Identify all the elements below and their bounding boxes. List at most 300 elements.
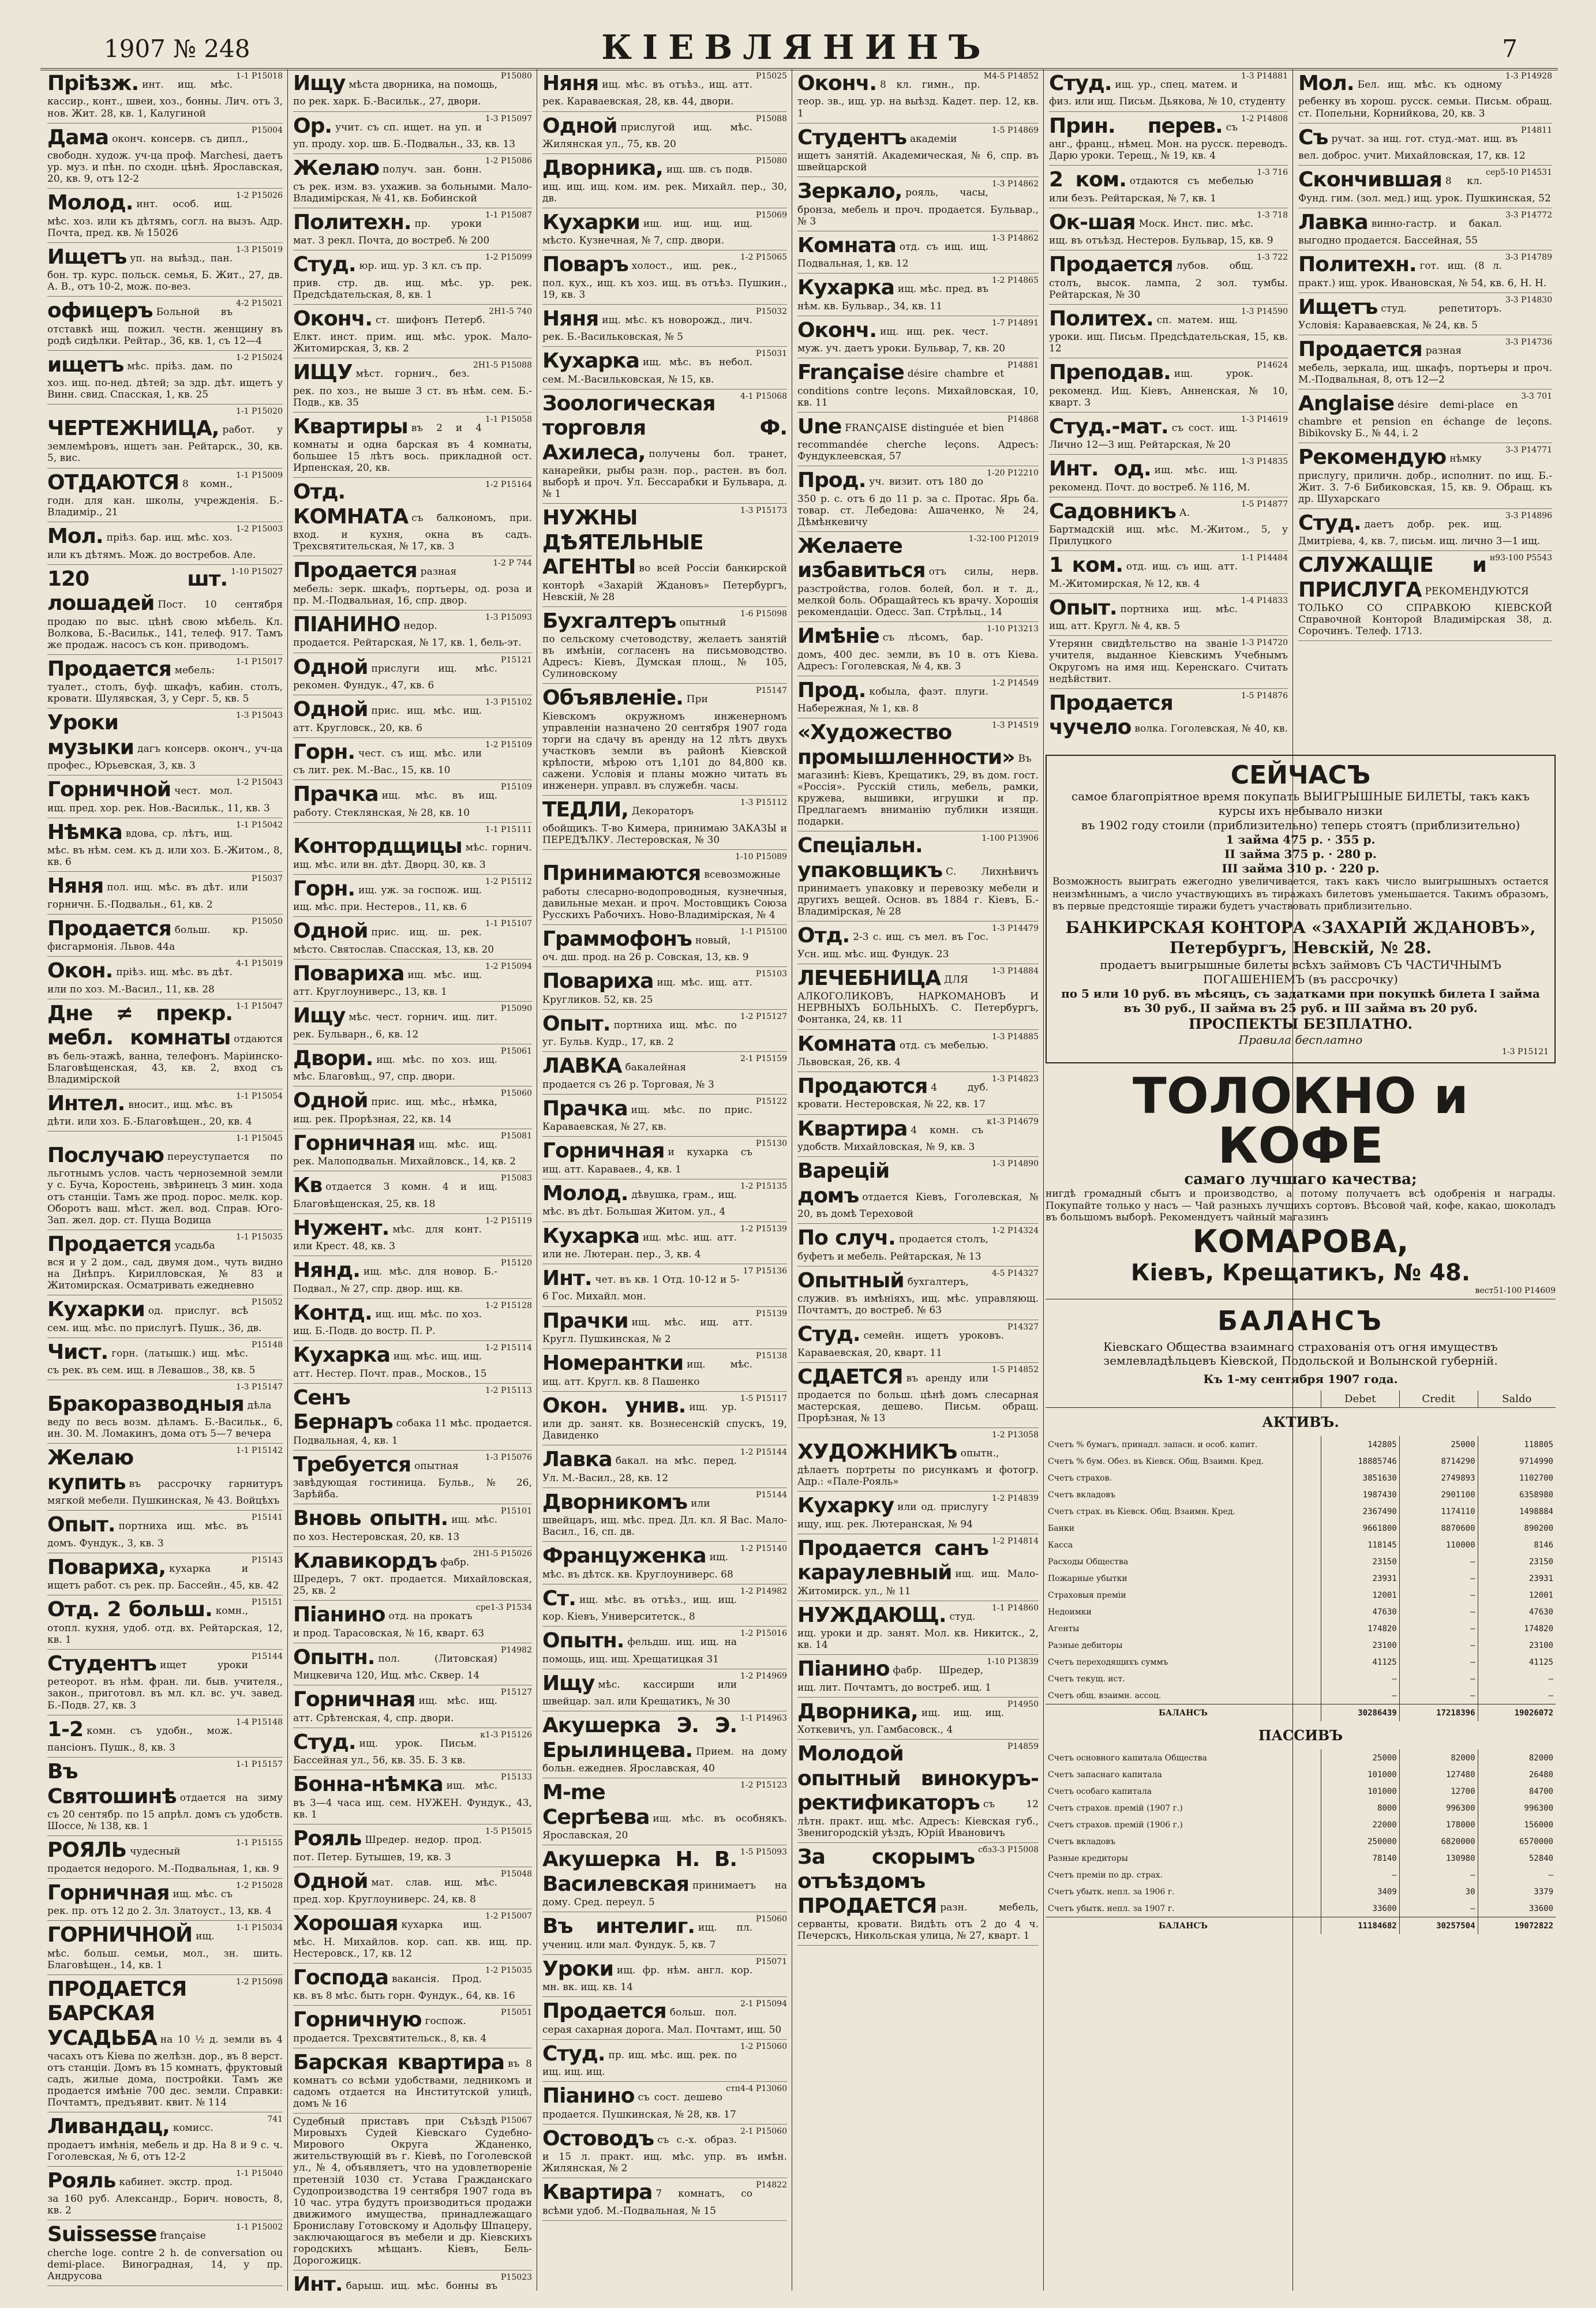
ad-reference: 1-1 Р15017 (236, 657, 283, 666)
ad-reference: 1-2 Р15164 (485, 480, 532, 490)
balance-cell: 174820 (1321, 1620, 1399, 1637)
ad-text: получены бол. транет, канарейки, рыбы разн. пор., растен. въ бол. выборѣ и проч. Ул. Бессарабки и Бульвара, д. № 1 (542, 448, 787, 500)
classified-ad (47, 915, 283, 957)
ad-reference: 1-3 Р15102 (485, 698, 532, 707)
classified-ad (293, 780, 532, 823)
ad-text: РЕКОМЕНДУЮТСЯ ТОЛЬКО СО СПРАВКОЮ КІЕВСКОЙ Справочной Конторой Владимірская 38, д. Сорочинъ. Телеф. 1713. (1298, 585, 1552, 638)
balance-cell: — (1399, 1637, 1478, 1654)
ad-text: отдаются съ мебелью или безъ. Рейтарская, № 7, кв. 1 (1049, 175, 1254, 204)
balance-cell: 78140 (1321, 1850, 1399, 1867)
ad-headword: Квартира (542, 2180, 653, 2205)
classified-ad (1298, 69, 1552, 123)
balance-cell: 52840 (1478, 1850, 1556, 1867)
ad-headword: Студ.-мат. (1049, 414, 1168, 439)
ad-text: Пост. 10 сентября продаю по выс. цѣнѣ свою мѣбель. Кл. Волкова, Б.-Васильк., 141, телеф. 917. Тамъ же продаж. насосъ съ кон. приводомъ. (47, 599, 283, 651)
seichas-firm: БАНКИРСКАЯ КОНТОРА «ЗАХАРІЙ ЖДАНОВЪ», Петербургъ, Невскій, № 28. (1065, 918, 1536, 958)
ad-headword: Кухарка (542, 1224, 639, 1248)
ad-headword: Дворника, (797, 1699, 918, 1723)
ad-headword: Піанино (797, 1657, 890, 1681)
classified-ad (797, 466, 1039, 532)
classified-ad (797, 1157, 1039, 1224)
classified-ad (542, 2040, 787, 2082)
classified-ad (293, 653, 532, 696)
classified-ad (47, 1553, 283, 1596)
ad-reference: 1-3 Р15076 (485, 1452, 532, 1462)
ad-text: больш. кр. фисгармонія. Львов. 44а (47, 924, 249, 953)
ad-headword: Горн. (293, 740, 355, 764)
balance-row-label: Счетъ основного капитала Общества (1048, 1753, 1207, 1763)
ad-reference: 741 (267, 2115, 283, 2125)
ad-reference: 1-3 Р15147 (236, 1382, 283, 1392)
ad-text: вакансія. Прод. кв. въ 8 мѣс. быть горн. Фундук., 64, кв. 16 (293, 1973, 515, 2002)
ad-text: од. прислуг. всѣ сем. ищ. мѣс. по прислугѣ. Пушк., 36, дв. (47, 1305, 262, 1334)
classified-ad (797, 622, 1039, 676)
ad-text: Бел. ищ. мѣс. къ одному ребенку въ хорош. русск. семьи. Письм. обращ. ст. Попельни, Корнийкова, 20, кв. 3 (1298, 79, 1552, 119)
ad-text: академіи ищетъ занятій. Академическая, № 6, спр. въ швейцарской (797, 133, 1039, 174)
ad-headword: Уроки музыки (47, 711, 134, 759)
classified-ad (47, 522, 283, 565)
ad-reference: Р14327 (1007, 1322, 1039, 1332)
ad-reference: Р15052 (252, 1298, 283, 1307)
ad-text: переуступается по льготнымъ услов. часть черноземной земли у с. Буча, Коростень, звѣринецъ 3 мин. хода отъ станціи. Тамъ же прод. порос. мелк. кор. Оборотъ ваш. мѣст. жел. вод. Справ. Юго-Зап. жел. дор. ст. Пуща Водица (47, 1151, 283, 1226)
ad-text: ищ. мѣс. къ новорожд., лич. рек. Б.-Васильковская, № 5 (542, 314, 753, 343)
passiv-heading: ПАССИВЪ (1258, 1727, 1343, 1744)
ad-reference: сбз3-3 Р15008 (978, 1845, 1039, 1854)
balance-total-cell: 19072822 (1478, 1917, 1556, 1935)
classified-ad (293, 154, 532, 208)
classified-ad (1049, 455, 1288, 497)
ad-headword: Продается (1298, 338, 1422, 362)
ad-reference: 3-3 Р14789 (1505, 253, 1552, 263)
ad-headword: ХУДОЖНИКЪ (797, 1440, 957, 1464)
ad-text: холост., ищ. рек., пол. кух., ищ. къ хоз. ищ. въ отъѣз. Пушкин., 19, кв. 3 (542, 260, 787, 301)
ad-headword: ПРОДАЕТСЯ БАРСКАЯ УСАДЬБА (47, 1977, 187, 2050)
ad-text: мѣс. для конт. или Крест. 48, кв. 3 (293, 1223, 482, 1253)
ad-reference: 1-7 Р14891 (992, 318, 1039, 328)
ad-headword: Студентъ (797, 125, 907, 149)
seichas-line: въ 1902 году стоили (приблизительно) теперь стоятъ (приблизительно) (1081, 818, 1520, 833)
ad-reference: 1-2 Р15094 (485, 961, 532, 971)
balance-row (1046, 1749, 1556, 1766)
ad-text: инт. ищ. мѣс. кассир., конт., швеи, хоз., бонны. Лич. отъ 3, нов. Жит. 28, кв. 1, Калугиной (47, 79, 283, 119)
ad-headword: Нянд. (293, 1258, 360, 1283)
ad-headword: М-me Сергѣева (542, 1781, 650, 1829)
classified-ad (542, 796, 787, 850)
ad-reference: 1-3 Р14619 (1241, 414, 1288, 424)
ad-text: ищ. мѣс. ищ. атт. Кругл. кв. 8 Пашенко (542, 1359, 753, 1388)
classified-ad (797, 413, 1039, 467)
seichas-ref: 1-3 Р15121 (1502, 1047, 1549, 1057)
tolokno-advert (1046, 1068, 1556, 1299)
classified-ad (797, 1267, 1039, 1321)
ad-headword: Желаю (293, 156, 380, 181)
classified-ad (542, 389, 787, 504)
classified-ad (542, 607, 787, 684)
classified-ad (47, 1338, 283, 1381)
balance-cell: 996300 (1478, 1800, 1556, 1816)
classified-ad (542, 1627, 787, 1669)
ad-reference: 3-3 Р14772 (1505, 210, 1552, 220)
column-2 (290, 69, 535, 2291)
ad-headword: Опытн. (542, 1629, 624, 1653)
ad-reference: 3-3 701 (1521, 391, 1552, 401)
ad-reference: Р15032 (756, 306, 787, 316)
ad-headword: СЛУЖАЩІЕ и ПРИСЛУГА (1298, 553, 1486, 602)
ad-text: или швейцаръ, ищ. мѣс. пред. Дл. кл. Я Вас. Мало-Васил., 16, сп. дв. (542, 1497, 787, 1538)
ad-reference: н93-100 Р5543 (1489, 553, 1552, 563)
balance-cell: — (1399, 1620, 1478, 1637)
ad-reference: 1-1 Р15111 (485, 825, 532, 834)
balance-cell: 23931 (1478, 1570, 1556, 1587)
classified-ad (542, 1955, 787, 1998)
ad-text: дѣла веду по весь возм. дѣламъ. Б.-Васильк., 6, ин. 30. М. Ломакинъ, дома отъ 5—7 вечера (47, 1399, 283, 1440)
balance-cell: 2749893 (1399, 1470, 1478, 1486)
ad-reference: Р15141 (252, 1513, 283, 1523)
classified-ad (797, 718, 1039, 831)
balance-row-label: Пожарные убытки (1048, 1573, 1127, 1583)
ad-reference: 1-3 Р15097 (485, 114, 532, 123)
ad-text: семейн. ищетъ уроковъ. Караваевская, 20, кварт. 11 (797, 1330, 1005, 1359)
classified-ad (797, 1224, 1039, 1267)
balance-row (1046, 1783, 1556, 1800)
ad-headword: Преподав. (1049, 361, 1171, 385)
classified-ad (542, 208, 787, 251)
ad-text: даетъ добр. рек. ищ. Дмитріева, 4, кв. 7, письм. ищ. лично 3—1 ищ. (1298, 518, 1541, 548)
classified-ad (1049, 358, 1288, 413)
ad-headword: Студ. (1298, 511, 1361, 535)
classified-ad (47, 69, 283, 123)
ad-text: прислугой ищ. мѣс. Жилянская ул., 75, кв. 20 (542, 121, 753, 150)
ad-reference: 1-1 Р14860 (992, 1603, 1039, 1613)
balance-cell: — (1399, 1603, 1478, 1620)
classified-ad (293, 875, 532, 917)
ad-text: ищ. пл. учениц. или мал. Фундук. 5, кв. 7 (542, 1922, 753, 1951)
ad-headword: Дне ≠ прекр. мебл. комнаты (47, 1001, 233, 1050)
classified-ad (542, 1778, 787, 1845)
ad-reference: Р15109 (501, 782, 532, 792)
ad-headword: НУЖДАЮЩ. (797, 1603, 946, 1627)
ad-headword: Бракоразводныя (47, 1392, 244, 1416)
ad-reference: 1-2 Р15127 (740, 1011, 787, 1021)
ad-text: комн., отопл. кухня, удоб. отд. вх. Рейтарская, 12, кв. 1 (47, 1605, 283, 1646)
ad-headword: Поваръ (542, 253, 628, 277)
ad-reference: 1-1 Р15034 (236, 1923, 283, 1933)
ad-reference: Р14868 (1007, 414, 1039, 424)
classified-ad (293, 1728, 532, 1771)
ad-text: разн. мебель, серванты, кровати. Видѣть отъ 2 до 4 ч. Печерскъ, Никольская улица, № 27, кварт. 1 (797, 1901, 1039, 1942)
ad-headword: РОЯЛЬ (47, 1838, 127, 1863)
ad-reference: 1-1 Р14484 (1241, 553, 1288, 563)
ad-reference: 1-2 Р14808 (1241, 114, 1288, 123)
ad-text: ищ. мѣс. ищ. рек. Малоподвальн. Михайловск., 14, кв. 2 (293, 1138, 516, 1168)
column-6 (1295, 69, 1556, 739)
ad-headword: Дворника, (542, 156, 663, 181)
ad-headword: Комната (797, 1032, 896, 1056)
ad-headword: Студ. (293, 1730, 356, 1754)
ad-headword: ищетъ (47, 353, 124, 377)
ad-headword: Продаются (797, 1074, 928, 1099)
ad-text: портниха ищ. мѣс. ищ. атт. Кругл. № 4, кв. 5 (1049, 603, 1238, 632)
balance-cell: 82000 (1478, 1749, 1556, 1766)
ad-headword: Оконч. (797, 72, 877, 95)
ad-text: мѣс. кассирши или швейцар. зал. или Крещатикъ, № 30 (542, 1678, 737, 1708)
balance-cell: 8146 (1478, 1537, 1556, 1553)
ad-headword: Скончившая (1298, 168, 1442, 192)
ad-headword: Окон. (47, 959, 113, 983)
balance-cell: 47630 (1478, 1603, 1556, 1620)
ad-reference: Р14822 (756, 2180, 787, 2190)
balance-total-label: БАЛАНСЪ (1046, 1704, 1321, 1722)
classified-ad (797, 1030, 1039, 1073)
ad-text: прис. ищ. мѣс., нѣмка, ищ. рек. Прорѣзная, 22, кв. 14 (293, 1096, 498, 1125)
tolokno-body: нигдѣ громадный сбытъ и производство, а потому получаетъ всѣ одобренія и награды. Покупайте только у насъ — Чай разныхъ лучшихъ сортовъ. Вѣсовой чай, кофе, какао, шоколадъ въ большомъ выборѣ. Рекомендуетъ чайный магазинъ (1046, 1188, 1556, 1223)
ad-headword: Няня (47, 874, 104, 898)
ad-headword: Съ (1298, 125, 1328, 149)
ad-text: съ сост. ищ. Лично 12—3 ищ. Рейтарская, № 20 (1049, 422, 1238, 451)
ad-reference: Р15120 (501, 1258, 532, 1268)
balance-row (1046, 1766, 1556, 1783)
ad-headword: Зеркало, (797, 179, 902, 204)
balance-cell: 3851630 (1321, 1470, 1399, 1486)
ad-headword: Няня (542, 306, 599, 331)
classified-ad (542, 2125, 787, 2179)
classified-ad (542, 1997, 787, 2040)
balance-cell: 25000 (1321, 1749, 1399, 1766)
ad-text: ст. шифонъ Петерб. Елкт. инст. прим. ищ. мѣс. урок. Мало-Житомирская, 3, кв. 2 (293, 314, 532, 355)
balance-row-label: Счетъ запаснаго капитала (1048, 1770, 1162, 1779)
ad-reference: Р15088 (756, 114, 787, 123)
ad-headword: Имѣніе (797, 624, 879, 649)
ad-reference: Р15127 (501, 1688, 532, 1698)
classified-ad (293, 1909, 532, 1964)
ad-text: ищ. урок. рекоменд. Ищ. Кіевъ, Анненская, № 10, кварт. 3 (1049, 368, 1288, 409)
ad-text: пріѣз. бар. ищ. мѣс. хоз. или къ дѣтямъ. Мож. до востребов. Але. (47, 532, 256, 561)
balance-row-label: Счетъ страхов. (1048, 1473, 1112, 1483)
ad-reference: Р15139 (756, 1309, 787, 1318)
tolokno-firm: КОМАРОВА, (1192, 1223, 1409, 1260)
classified-ad (293, 1643, 532, 1686)
seichas-prospectus: ПРОСПЕКТЫ БЕЗПЛАТНО. (1189, 1016, 1413, 1033)
ad-headword: Послучаю (47, 1143, 164, 1167)
ad-text: чест. мол. ищ. пред. хор. рек. Нов.-Васильк., 11, кв. 3 (47, 785, 270, 814)
classified-ad (293, 1601, 532, 1643)
ad-reference: 1-3 Р15043 (236, 711, 283, 721)
ad-reference: 2-1 Р15159 (740, 1054, 787, 1064)
classified-ad (47, 1295, 283, 1338)
ad-headword: Пріѣзж. (47, 72, 139, 95)
balance-row (1046, 1883, 1556, 1900)
ad-text: ищ. мѣс. ищ. атт. Кругл. Пушкинская, № 2 (542, 1316, 753, 1345)
balance-row-label: Счетъ убытк. непл. за 1906 г. (1048, 1887, 1175, 1897)
ad-reference: Р15025 (756, 72, 787, 81)
ad-text: Прием. на дому больн. ежеднев. Ярославская, 40 (542, 1745, 787, 1775)
classified-ad (47, 655, 283, 709)
balance-cell: 8000 (1321, 1800, 1399, 1816)
ad-text: ищ. мѣс. больш. семьи, мол., зн. шить. Благовѣщен., 14, кв. 1 (47, 1931, 283, 1971)
classified-ad (1049, 551, 1288, 594)
ad-reference: 1-2 Р14839 (992, 1494, 1039, 1504)
balance-row (1046, 1587, 1556, 1603)
ad-reference: 2-1 Р15060 (740, 2126, 787, 2136)
balance-title: БАЛАНСЪ (1217, 1305, 1384, 1337)
ad-text: ищ. урок. Письм. Бассейная ул., 56, кв. 35. Б. 3 кв. (293, 1737, 477, 1767)
ad-reference: 1-1 Р15142 (236, 1446, 283, 1456)
ad-reference: Р15133 (501, 1773, 532, 1782)
ad-headword: Интел. (47, 1091, 125, 1115)
ad-text: Въ магазинѣ: Кіевъ, Крещатикъ, 29, въ дом. гост. «Россія». Русскій стиль, мебель, рамки, кружева, вышивки, игрушки и пр. Предлагаемъ вниманію публики изящн. подарки. (797, 752, 1039, 828)
classified-ad (293, 1044, 532, 1087)
ad-text: съ 12 лѣтн. практ. ищ. мѣс. Адресъ: Кіевская губ., Звенигородскій уѣздъ, Юрій Ивановичъ (797, 1799, 1039, 1839)
seichas-line: 1 займа 475 р. · 355 р. (1226, 833, 1376, 847)
ad-text: ищ. мѣс. ищ. атт. Кругликов. 52, кв. 25 (542, 977, 753, 1006)
balance-cell: 3409 (1321, 1883, 1399, 1900)
ad-reference: 1-1 Р14963 (740, 1714, 787, 1723)
classified-ad (47, 1975, 283, 2113)
ad-text: С. Лихнѣвичъ принимаетъ упаковку и перевозку мебели и другихъ вещей. Основ. въ 1884 г. Кіевъ, Б.-Владимірская, № 28 (797, 865, 1039, 918)
ad-text: студ. репетиторъ. Условія: Караваевская, № 24, кв. 5 (1298, 302, 1503, 332)
ad-headword: Садовникъ (1049, 499, 1176, 523)
balance-cell: 174820 (1478, 1620, 1556, 1637)
classified-ad (293, 823, 532, 875)
ad-headword: Объявленіе. (542, 686, 683, 710)
balance-cell: — (1399, 1867, 1478, 1883)
ad-reference: Р15080 (756, 156, 787, 166)
balance-cell: 3379 (1478, 1883, 1556, 1900)
ad-text: ищ. ищ. рек. чест. муж. уч. даетъ уроки. Бульвар, 7, кв. 20 (797, 325, 1006, 355)
ad-text: фабр. Шредер, ищ. лит. Почтамтъ, до востреб. ищ. 1 (797, 1665, 991, 1693)
ad-headword: Ливандац, (47, 2115, 170, 2139)
ad-headword: Ст. (542, 1586, 576, 1610)
ad-text: чест. съ ищ. мѣс. или съ лит. рек. М.-Вас., 15, кв. 10 (293, 747, 482, 777)
classified-ad (542, 1307, 787, 1350)
ad-headword: Одной (293, 919, 368, 943)
ad-reference: 1-6 Р15098 (740, 609, 787, 619)
classified-ad (293, 960, 532, 1002)
ad-reference: 1-1 Р15020 (236, 407, 283, 417)
ad-reference: 17 Р15136 (743, 1267, 787, 1276)
balance-row-label: Недоимки (1048, 1607, 1092, 1617)
classified-ad (1049, 413, 1288, 455)
ad-headword: Оконч. (293, 306, 373, 331)
ad-text: пр. уроки мат. 3 рекл. Почта, до востреб. № 200 (293, 218, 490, 247)
classified-ad (47, 469, 283, 523)
balance-row (1046, 1620, 1556, 1637)
ad-reference: 1-3 Р14720 (1241, 638, 1288, 648)
classified-ad (47, 2112, 283, 2167)
ad-headword: Комната (797, 233, 896, 257)
ad-text: сп. матем. ищ. уроки. ищ. Письм. Предсѣдательская, 15, кв. 12 (1049, 314, 1288, 355)
classified-ad (797, 316, 1039, 359)
ad-headword: Ищу (293, 72, 346, 95)
ad-headword: Окон. унив. (542, 1393, 686, 1418)
classified-ad (542, 1542, 787, 1584)
classified-ad (293, 1086, 532, 1129)
seichas-line: III займа 310 р. · 220 р. (1222, 861, 1380, 876)
balance-row (1046, 1470, 1556, 1486)
balance-cell: 1498884 (1478, 1503, 1556, 1520)
ad-reference: Р14950 (1007, 1699, 1039, 1709)
classified-ad (293, 610, 532, 653)
balance-total-cell: 30257504 (1399, 1917, 1478, 1935)
ad-text: ищ. уж. за госпож. ищ. ищ. мѣс. при. Нестеров., 11, кв. 6 (293, 884, 482, 913)
classified-ad (797, 69, 1039, 123)
ad-reference: 1-3 Р14519 (992, 721, 1039, 730)
ad-text: française cherche loge. contre 2 h. de conversation ou demi-place. Виноградная, 14, у пр. Андрусова (47, 2230, 283, 2283)
seichas-advert (1046, 755, 1556, 1063)
balance-cell: 23150 (1478, 1553, 1556, 1570)
ad-text: въ рассрочку гарнитуръ мягкой мебели. Пушкинская, № 43. Войцѣхъ (47, 1478, 283, 1507)
balance-row-label: Счетъ убытк. непл. за 1907 г. (1048, 1904, 1175, 1913)
classified-ad (542, 1095, 787, 1137)
ad-text: недор. продается. Рейтарская, № 17, кв. 1, бель-эт. (293, 620, 522, 649)
classified-ad (47, 999, 283, 1089)
classified-ad (1298, 166, 1552, 208)
ad-reference: 1-3 Р14884 (992, 966, 1039, 976)
ad-headword: Опыт. (1049, 595, 1117, 620)
balance-cell: 12001 (1478, 1587, 1556, 1603)
balance-row (1046, 1654, 1556, 1670)
ad-headword: Политехн. (293, 210, 411, 234)
seichas-terms: по 5 или 10 руб. въ мѣсяцъ, съ задатками при покупкѣ билета I займа въ 30 руб., II займа въ 25 руб. и III займа въ 20 руб. (1061, 987, 1540, 1016)
ad-text: ищет уроки ретеорот. въ нѣм. фран. ли. быв. учителя., закон., приготовл. въ мл. кл. вс. уч. завед. Б.-Подв. 27, кв. 3 (47, 1659, 283, 1711)
ad-text: работ. у землемѣровъ, ищетъ зан. Рейтарск., 30, кв. 5, вис. (47, 424, 283, 464)
right-block (1046, 750, 1556, 2291)
classified-ad (542, 1179, 787, 1222)
classified-ad (542, 684, 787, 796)
balance-cell: 33600 (1321, 1900, 1399, 1917)
ad-text: собака 11 мѣс. продается. Подвальная, 4, кв. 1 (293, 1418, 532, 1447)
classified-ad (293, 69, 532, 112)
ad-text: ищ. мѣс. ищ. рекоменд. Почт. до востреб. № 116, М. (1049, 464, 1250, 493)
classified-ad (542, 112, 787, 155)
ad-reference: 1-2 Р13058 (992, 1430, 1039, 1440)
balance-row (1046, 1670, 1556, 1687)
classified-ad (293, 1547, 532, 1601)
balance-cell: 6820000 (1399, 1833, 1478, 1850)
ad-text: ищ. мѣс. въ отъѣз., ищ. ищ. кор. Кіевъ, Университетск., 8 (542, 1594, 737, 1623)
classified-ad (47, 1444, 283, 1511)
tolokno-ref: вест51-100 Р14609 (1475, 1286, 1556, 1296)
balance-cell: 2367490 (1321, 1503, 1399, 1520)
ad-text: всевозможные работы слесарно-водопроводныя, кузнечныя, давильные механ. и проч. Мостовщикъ Союза Русскихъ Рабочихъ. Ново-Владимірская, № 4 (542, 869, 787, 921)
classified-ad (47, 297, 283, 351)
ad-text: ищ. ищ. мѣс. по хоз. ищ. Б.-Подв. до востр. П. Р. (293, 1308, 482, 1337)
classified-ad (47, 1715, 283, 1758)
ad-reference: Р15147 (756, 686, 787, 696)
ad-reference: 1-3 Р14928 (1505, 72, 1552, 81)
ad-text: ДЛЯ АЛКОГОЛИКОВЪ, НАРКОМАНОВЪ И НЕРВНЫХЪ БОЛЬНЫХЪ. С. Петербургъ, Фонтанка, 24, кв. 11 (797, 973, 1039, 1026)
ad-reference: сре1-3 Р1534 (475, 1603, 532, 1613)
balance-row (1046, 1637, 1556, 1654)
ad-headword: СДАЕТСЯ (797, 1365, 903, 1389)
ad-reference: 1-2 Р14865 (992, 276, 1039, 286)
ad-headword: Прин. перев. (1049, 114, 1223, 138)
ad-reference: Р14811 (1521, 125, 1552, 135)
ad-headword: Ищетъ (47, 245, 127, 269)
ad-reference: 1-2 Р15024 (236, 353, 283, 362)
classified-ad (542, 1222, 787, 1265)
ad-text: дагъ консерв. оконч., уч-ца профес., Юрьевская, 3, кв. 3 (47, 743, 283, 772)
classified-ad (1298, 293, 1552, 336)
ad-text: 8 кл. Фунд. гим. (зол. мед.) ищ. урок. Пушкинская, 52 (1298, 175, 1551, 204)
tolokno-address: Кіевъ, Крещатикъ, № 48. (1130, 1260, 1471, 1287)
ad-headword: Кухарка (797, 276, 894, 300)
ad-headword: Кухарка (542, 349, 639, 373)
ad-reference: 1-3 Р14823 (992, 1074, 1039, 1084)
ad-reference: Р15121 (501, 655, 532, 665)
ad-reference: сер5-10 Р14531 (1486, 168, 1552, 178)
balance-cell: 9714990 (1478, 1453, 1556, 1470)
